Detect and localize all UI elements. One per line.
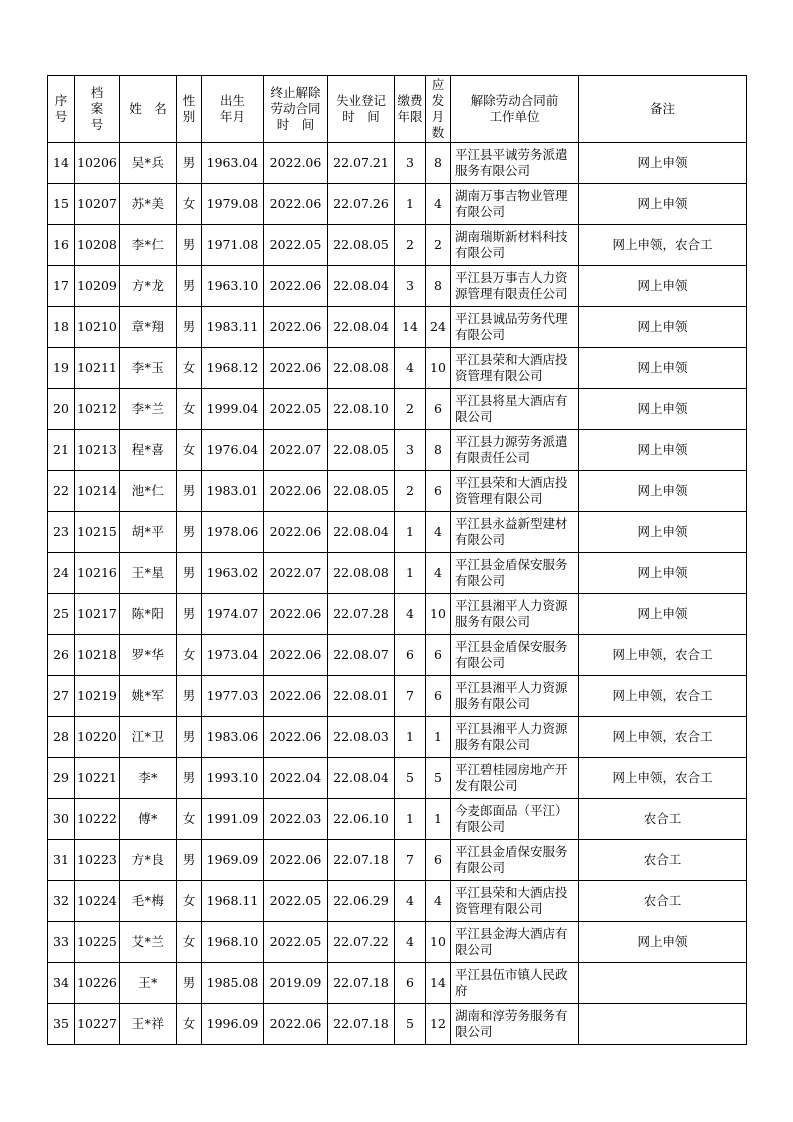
cell-former-employer: 湖南瑞斯新材料科技有限公司 bbox=[451, 225, 579, 266]
cell-termination-date: 2022.06 bbox=[264, 676, 328, 717]
cell-former-employer: 平江县伍市镇人民政府 bbox=[451, 963, 579, 1004]
cell-birth: 1969.09 bbox=[202, 840, 264, 881]
cell-remarks: 农合工 bbox=[579, 881, 747, 922]
cell-former-employer: 平江县万事吉人力资源管理有限责任公司 bbox=[451, 266, 579, 307]
cell-remarks: 网上申领，农合工 bbox=[579, 676, 747, 717]
cell-months-due: 6 bbox=[426, 471, 451, 512]
cell-seq: 28 bbox=[48, 717, 75, 758]
cell-contribution-years: 14 bbox=[395, 307, 426, 348]
cell-name: 方*良 bbox=[120, 840, 177, 881]
cell-contribution-years: 2 bbox=[395, 389, 426, 430]
table-row bbox=[48, 184, 747, 225]
cell-months-due: 8 bbox=[426, 266, 451, 307]
cell-birth: 1968.11 bbox=[202, 881, 264, 922]
table-row bbox=[48, 799, 747, 840]
cell-seq: 22 bbox=[48, 471, 75, 512]
cell-seq: 23 bbox=[48, 512, 75, 553]
cell-registration-date: 22.07.28 bbox=[328, 594, 395, 635]
cell-termination-date: 2022.06 bbox=[264, 840, 328, 881]
cell-seq: 33 bbox=[48, 922, 75, 963]
cell-former-employer: 平江县永益新型建材有限公司 bbox=[451, 512, 579, 553]
cell-former-employer: 平江县湘平人力资源服务有限公司 bbox=[451, 676, 579, 717]
cell-remarks bbox=[579, 963, 747, 1004]
cell-birth: 1968.12 bbox=[202, 348, 264, 389]
table-row bbox=[48, 430, 747, 471]
cell-former-employer: 平江县金盾保安服务有限公司 bbox=[451, 553, 579, 594]
cell-remarks: 网上申领，农合工 bbox=[579, 225, 747, 266]
cell-months-due: 24 bbox=[426, 307, 451, 348]
cell-file-number: 10227 bbox=[75, 1004, 120, 1045]
cell-registration-date: 22.06.29 bbox=[328, 881, 395, 922]
cell-months-due: 4 bbox=[426, 881, 451, 922]
header-contribution-years: 缴费 年限 bbox=[395, 76, 426, 143]
cell-remarks: 网上申领 bbox=[579, 266, 747, 307]
cell-file-number: 10213 bbox=[75, 430, 120, 471]
header-remarks: 备注 bbox=[579, 76, 747, 143]
table-row bbox=[48, 963, 747, 1004]
cell-name: 章*翔 bbox=[120, 307, 177, 348]
cell-termination-date: 2022.07 bbox=[264, 553, 328, 594]
cell-contribution-years: 6 bbox=[395, 635, 426, 676]
cell-registration-date: 22.07.26 bbox=[328, 184, 395, 225]
cell-termination-date: 2022.06 bbox=[264, 717, 328, 758]
cell-name: 王*星 bbox=[120, 553, 177, 594]
cell-registration-date: 22.08.08 bbox=[328, 553, 395, 594]
cell-months-due: 4 bbox=[426, 512, 451, 553]
cell-name: 毛*梅 bbox=[120, 881, 177, 922]
cell-remarks: 网上申领，农合工 bbox=[579, 758, 747, 799]
cell-remarks: 网上申领 bbox=[579, 143, 747, 184]
cell-name: 李* bbox=[120, 758, 177, 799]
cell-remarks: 网上申领 bbox=[579, 184, 747, 225]
header-gender: 性 别 bbox=[177, 76, 202, 143]
table-row bbox=[48, 225, 747, 266]
cell-registration-date: 22.08.04 bbox=[328, 512, 395, 553]
cell-contribution-years: 4 bbox=[395, 594, 426, 635]
cell-contribution-years: 2 bbox=[395, 225, 426, 266]
cell-contribution-years: 1 bbox=[395, 717, 426, 758]
cell-birth: 1985.08 bbox=[202, 963, 264, 1004]
roster-body bbox=[48, 143, 747, 1045]
cell-gender: 女 bbox=[177, 922, 202, 963]
cell-file-number: 10218 bbox=[75, 635, 120, 676]
cell-seq: 19 bbox=[48, 348, 75, 389]
cell-registration-date: 22.07.18 bbox=[328, 840, 395, 881]
table-row bbox=[48, 307, 747, 348]
cell-file-number: 10207 bbox=[75, 184, 120, 225]
cell-birth: 1991.09 bbox=[202, 799, 264, 840]
cell-name: 王*祥 bbox=[120, 1004, 177, 1045]
cell-seq: 27 bbox=[48, 676, 75, 717]
table-row bbox=[48, 922, 747, 963]
cell-termination-date: 2022.04 bbox=[264, 758, 328, 799]
table-row bbox=[48, 512, 747, 553]
cell-gender: 男 bbox=[177, 594, 202, 635]
header-birth: 出生 年月 bbox=[202, 76, 264, 143]
header-former-employer: 解除劳动合同前 工作单位 bbox=[451, 76, 579, 143]
cell-termination-date: 2022.06 bbox=[264, 348, 328, 389]
cell-seq: 32 bbox=[48, 881, 75, 922]
cell-registration-date: 22.08.05 bbox=[328, 225, 395, 266]
cell-contribution-years: 1 bbox=[395, 512, 426, 553]
cell-name: 吴*兵 bbox=[120, 143, 177, 184]
cell-seq: 18 bbox=[48, 307, 75, 348]
cell-former-employer: 平江县湘平人力资源服务有限公司 bbox=[451, 717, 579, 758]
cell-gender: 男 bbox=[177, 512, 202, 553]
cell-name: 苏*美 bbox=[120, 184, 177, 225]
cell-seq: 14 bbox=[48, 143, 75, 184]
table-row bbox=[48, 594, 747, 635]
cell-file-number: 10212 bbox=[75, 389, 120, 430]
cell-contribution-years: 5 bbox=[395, 1004, 426, 1045]
table-row bbox=[48, 348, 747, 389]
cell-gender: 男 bbox=[177, 717, 202, 758]
cell-gender: 女 bbox=[177, 1004, 202, 1045]
cell-termination-date: 2022.05 bbox=[264, 881, 328, 922]
cell-gender: 男 bbox=[177, 676, 202, 717]
cell-seq: 26 bbox=[48, 635, 75, 676]
cell-birth: 1963.04 bbox=[202, 143, 264, 184]
cell-gender: 女 bbox=[177, 184, 202, 225]
cell-name: 江*卫 bbox=[120, 717, 177, 758]
cell-former-employer: 平江县湘平人力资源服务有限公司 bbox=[451, 594, 579, 635]
cell-contribution-years: 5 bbox=[395, 758, 426, 799]
cell-termination-date: 2022.06 bbox=[264, 266, 328, 307]
cell-registration-date: 22.08.08 bbox=[328, 348, 395, 389]
cell-termination-date: 2022.06 bbox=[264, 512, 328, 553]
cell-file-number: 10217 bbox=[75, 594, 120, 635]
cell-contribution-years: 4 bbox=[395, 881, 426, 922]
cell-termination-date: 2022.06 bbox=[264, 184, 328, 225]
cell-remarks: 网上申领 bbox=[579, 307, 747, 348]
cell-registration-date: 22.08.04 bbox=[328, 266, 395, 307]
cell-seq: 29 bbox=[48, 758, 75, 799]
header-termination-date: 终止解除 劳动合同 时 间 bbox=[264, 76, 328, 143]
cell-contribution-years: 7 bbox=[395, 676, 426, 717]
header-file-number: 档 案 号 bbox=[75, 76, 120, 143]
cell-name: 池*仁 bbox=[120, 471, 177, 512]
cell-termination-date: 2022.06 bbox=[264, 471, 328, 512]
cell-gender: 女 bbox=[177, 430, 202, 471]
cell-former-employer: 平江县金海大酒店有限公司 bbox=[451, 922, 579, 963]
table-row bbox=[48, 471, 747, 512]
cell-name: 王* bbox=[120, 963, 177, 1004]
cell-remarks: 农合工 bbox=[579, 799, 747, 840]
cell-former-employer: 平江碧桂园房地产开发有限公司 bbox=[451, 758, 579, 799]
cell-months-due: 8 bbox=[426, 143, 451, 184]
cell-gender: 男 bbox=[177, 307, 202, 348]
cell-file-number: 10216 bbox=[75, 553, 120, 594]
cell-birth: 1974.07 bbox=[202, 594, 264, 635]
cell-file-number: 10225 bbox=[75, 922, 120, 963]
cell-registration-date: 22.07.21 bbox=[328, 143, 395, 184]
cell-gender: 男 bbox=[177, 758, 202, 799]
cell-remarks: 网上申领，农合工 bbox=[579, 635, 747, 676]
cell-gender: 男 bbox=[177, 143, 202, 184]
cell-birth: 1963.10 bbox=[202, 266, 264, 307]
cell-registration-date: 22.08.05 bbox=[328, 471, 395, 512]
cell-former-employer: 平江县金盾保安服务有限公司 bbox=[451, 635, 579, 676]
cell-birth: 1983.06 bbox=[202, 717, 264, 758]
cell-months-due: 2 bbox=[426, 225, 451, 266]
cell-months-due: 12 bbox=[426, 1004, 451, 1045]
cell-file-number: 10223 bbox=[75, 840, 120, 881]
cell-gender: 男 bbox=[177, 840, 202, 881]
cell-seq: 17 bbox=[48, 266, 75, 307]
cell-contribution-years: 2 bbox=[395, 471, 426, 512]
cell-gender: 女 bbox=[177, 635, 202, 676]
cell-seq: 16 bbox=[48, 225, 75, 266]
cell-termination-date: 2022.07 bbox=[264, 430, 328, 471]
cell-seq: 31 bbox=[48, 840, 75, 881]
cell-months-due: 1 bbox=[426, 717, 451, 758]
table-row bbox=[48, 553, 747, 594]
cell-gender: 女 bbox=[177, 799, 202, 840]
cell-former-employer: 平江县荣和大酒店投资管理有限公司 bbox=[451, 471, 579, 512]
cell-months-due: 5 bbox=[426, 758, 451, 799]
cell-contribution-years: 1 bbox=[395, 553, 426, 594]
cell-months-due: 6 bbox=[426, 840, 451, 881]
cell-file-number: 10221 bbox=[75, 758, 120, 799]
cell-months-due: 4 bbox=[426, 184, 451, 225]
cell-gender: 女 bbox=[177, 389, 202, 430]
cell-termination-date: 2022.06 bbox=[264, 594, 328, 635]
cell-registration-date: 22.07.22 bbox=[328, 922, 395, 963]
cell-seq: 35 bbox=[48, 1004, 75, 1045]
cell-file-number: 10210 bbox=[75, 307, 120, 348]
table-row bbox=[48, 1004, 747, 1045]
cell-file-number: 10224 bbox=[75, 881, 120, 922]
cell-birth: 1999.04 bbox=[202, 389, 264, 430]
cell-birth: 1973.04 bbox=[202, 635, 264, 676]
header-months-due: 应 发 月 数 bbox=[426, 76, 451, 143]
cell-name: 胡*平 bbox=[120, 512, 177, 553]
cell-registration-date: 22.07.18 bbox=[328, 963, 395, 1004]
roster-table bbox=[47, 75, 747, 1045]
cell-remarks: 农合工 bbox=[579, 840, 747, 881]
cell-remarks: 网上申领 bbox=[579, 430, 747, 471]
header-row bbox=[48, 76, 747, 143]
cell-registration-date: 22.08.10 bbox=[328, 389, 395, 430]
cell-file-number: 10214 bbox=[75, 471, 120, 512]
cell-seq: 20 bbox=[48, 389, 75, 430]
table-row bbox=[48, 717, 747, 758]
cell-name: 李*仁 bbox=[120, 225, 177, 266]
cell-file-number: 10226 bbox=[75, 963, 120, 1004]
cell-contribution-years: 3 bbox=[395, 266, 426, 307]
cell-remarks: 网上申领 bbox=[579, 922, 747, 963]
cell-contribution-years: 7 bbox=[395, 840, 426, 881]
table-row bbox=[48, 266, 747, 307]
cell-name: 方*龙 bbox=[120, 266, 177, 307]
cell-termination-date: 2022.06 bbox=[264, 635, 328, 676]
cell-registration-date: 22.08.03 bbox=[328, 717, 395, 758]
cell-file-number: 10209 bbox=[75, 266, 120, 307]
cell-former-employer: 平江县力源劳务派遣有限责任公司 bbox=[451, 430, 579, 471]
cell-name: 程*喜 bbox=[120, 430, 177, 471]
cell-former-employer: 湖南和淳劳务服务有限公司 bbox=[451, 1004, 579, 1045]
cell-file-number: 10211 bbox=[75, 348, 120, 389]
cell-birth: 1983.01 bbox=[202, 471, 264, 512]
cell-registration-date: 22.08.04 bbox=[328, 758, 395, 799]
cell-contribution-years: 1 bbox=[395, 799, 426, 840]
cell-contribution-years: 1 bbox=[395, 184, 426, 225]
cell-contribution-years: 4 bbox=[395, 922, 426, 963]
cell-seq: 15 bbox=[48, 184, 75, 225]
cell-termination-date: 2022.03 bbox=[264, 799, 328, 840]
cell-birth: 1993.10 bbox=[202, 758, 264, 799]
cell-registration-date: 22.08.01 bbox=[328, 676, 395, 717]
cell-name: 陈*阳 bbox=[120, 594, 177, 635]
cell-birth: 1977.03 bbox=[202, 676, 264, 717]
cell-former-employer: 平江县荣和大酒店投资管理有限公司 bbox=[451, 881, 579, 922]
cell-former-employer: 平江县平诚劳务派遣服务有限公司 bbox=[451, 143, 579, 184]
cell-termination-date: 2022.05 bbox=[264, 922, 328, 963]
cell-birth: 1963.02 bbox=[202, 553, 264, 594]
cell-gender: 女 bbox=[177, 348, 202, 389]
cell-name: 李*兰 bbox=[120, 389, 177, 430]
table-row bbox=[48, 840, 747, 881]
cell-name: 姚*军 bbox=[120, 676, 177, 717]
cell-former-employer: 平江县金盾保安服务有限公司 bbox=[451, 840, 579, 881]
table-row bbox=[48, 676, 747, 717]
cell-name: 李*玉 bbox=[120, 348, 177, 389]
cell-termination-date: 2022.06 bbox=[264, 307, 328, 348]
cell-file-number: 10219 bbox=[75, 676, 120, 717]
cell-gender: 男 bbox=[177, 225, 202, 266]
cell-registration-date: 22.08.05 bbox=[328, 430, 395, 471]
cell-registration-date: 22.06.10 bbox=[328, 799, 395, 840]
cell-former-employer: 平江县诚品劳务代理有限公司 bbox=[451, 307, 579, 348]
cell-file-number: 10206 bbox=[75, 143, 120, 184]
cell-birth: 1968.10 bbox=[202, 922, 264, 963]
cell-birth: 1979.08 bbox=[202, 184, 264, 225]
cell-gender: 男 bbox=[177, 266, 202, 307]
cell-birth: 1996.09 bbox=[202, 1004, 264, 1045]
cell-months-due: 6 bbox=[426, 676, 451, 717]
cell-gender: 男 bbox=[177, 553, 202, 594]
cell-months-due: 10 bbox=[426, 922, 451, 963]
cell-termination-date: 2022.06 bbox=[264, 1004, 328, 1045]
cell-months-due: 10 bbox=[426, 348, 451, 389]
cell-remarks: 网上申领 bbox=[579, 348, 747, 389]
cell-months-due: 6 bbox=[426, 389, 451, 430]
table-row bbox=[48, 881, 747, 922]
cell-name: 罗*华 bbox=[120, 635, 177, 676]
cell-remarks: 网上申领 bbox=[579, 594, 747, 635]
cell-seq: 24 bbox=[48, 553, 75, 594]
cell-remarks: 网上申领 bbox=[579, 471, 747, 512]
cell-remarks bbox=[579, 1004, 747, 1045]
cell-contribution-years: 6 bbox=[395, 963, 426, 1004]
header-seq: 序 号 bbox=[48, 76, 75, 143]
cell-former-employer: 平江县将星大酒店有限公司 bbox=[451, 389, 579, 430]
cell-name: 傅* bbox=[120, 799, 177, 840]
cell-seq: 21 bbox=[48, 430, 75, 471]
cell-months-due: 1 bbox=[426, 799, 451, 840]
header-registration-date: 失业登记 时 间 bbox=[328, 76, 395, 143]
table-row bbox=[48, 758, 747, 799]
cell-termination-date: 2022.05 bbox=[264, 389, 328, 430]
table-row bbox=[48, 635, 747, 676]
cell-former-employer: 平江县荣和大酒店投资管理有限公司 bbox=[451, 348, 579, 389]
cell-gender: 男 bbox=[177, 963, 202, 1004]
cell-remarks: 网上申领，农合工 bbox=[579, 717, 747, 758]
cell-contribution-years: 3 bbox=[395, 143, 426, 184]
cell-former-employer: 今麦郎面品（平江）有限公司 bbox=[451, 799, 579, 840]
cell-registration-date: 22.08.07 bbox=[328, 635, 395, 676]
cell-gender: 女 bbox=[177, 881, 202, 922]
cell-name: 艾*兰 bbox=[120, 922, 177, 963]
cell-gender: 男 bbox=[177, 471, 202, 512]
cell-months-due: 10 bbox=[426, 594, 451, 635]
cell-registration-date: 22.07.18 bbox=[328, 1004, 395, 1045]
cell-birth: 1976.04 bbox=[202, 430, 264, 471]
table-row bbox=[48, 143, 747, 184]
cell-birth: 1983.11 bbox=[202, 307, 264, 348]
cell-birth: 1971.08 bbox=[202, 225, 264, 266]
cell-termination-date: 2019.09 bbox=[264, 963, 328, 1004]
cell-months-due: 14 bbox=[426, 963, 451, 1004]
cell-contribution-years: 4 bbox=[395, 348, 426, 389]
cell-former-employer: 湖南万事吉物业管理有限公司 bbox=[451, 184, 579, 225]
cell-seq: 25 bbox=[48, 594, 75, 635]
cell-seq: 30 bbox=[48, 799, 75, 840]
cell-months-due: 8 bbox=[426, 430, 451, 471]
cell-contribution-years: 3 bbox=[395, 430, 426, 471]
cell-file-number: 10215 bbox=[75, 512, 120, 553]
cell-remarks: 网上申领 bbox=[579, 512, 747, 553]
cell-file-number: 10222 bbox=[75, 799, 120, 840]
cell-months-due: 6 bbox=[426, 635, 451, 676]
cell-birth: 1978.06 bbox=[202, 512, 264, 553]
cell-registration-date: 22.08.04 bbox=[328, 307, 395, 348]
cell-remarks: 网上申领 bbox=[579, 389, 747, 430]
cell-file-number: 10220 bbox=[75, 717, 120, 758]
cell-termination-date: 2022.05 bbox=[264, 225, 328, 266]
table-row bbox=[48, 389, 747, 430]
header-name: 姓 名 bbox=[120, 76, 177, 143]
cell-months-due: 4 bbox=[426, 553, 451, 594]
cell-seq: 34 bbox=[48, 963, 75, 1004]
cell-file-number: 10208 bbox=[75, 225, 120, 266]
cell-remarks: 网上申领 bbox=[579, 553, 747, 594]
cell-termination-date: 2022.06 bbox=[264, 143, 328, 184]
